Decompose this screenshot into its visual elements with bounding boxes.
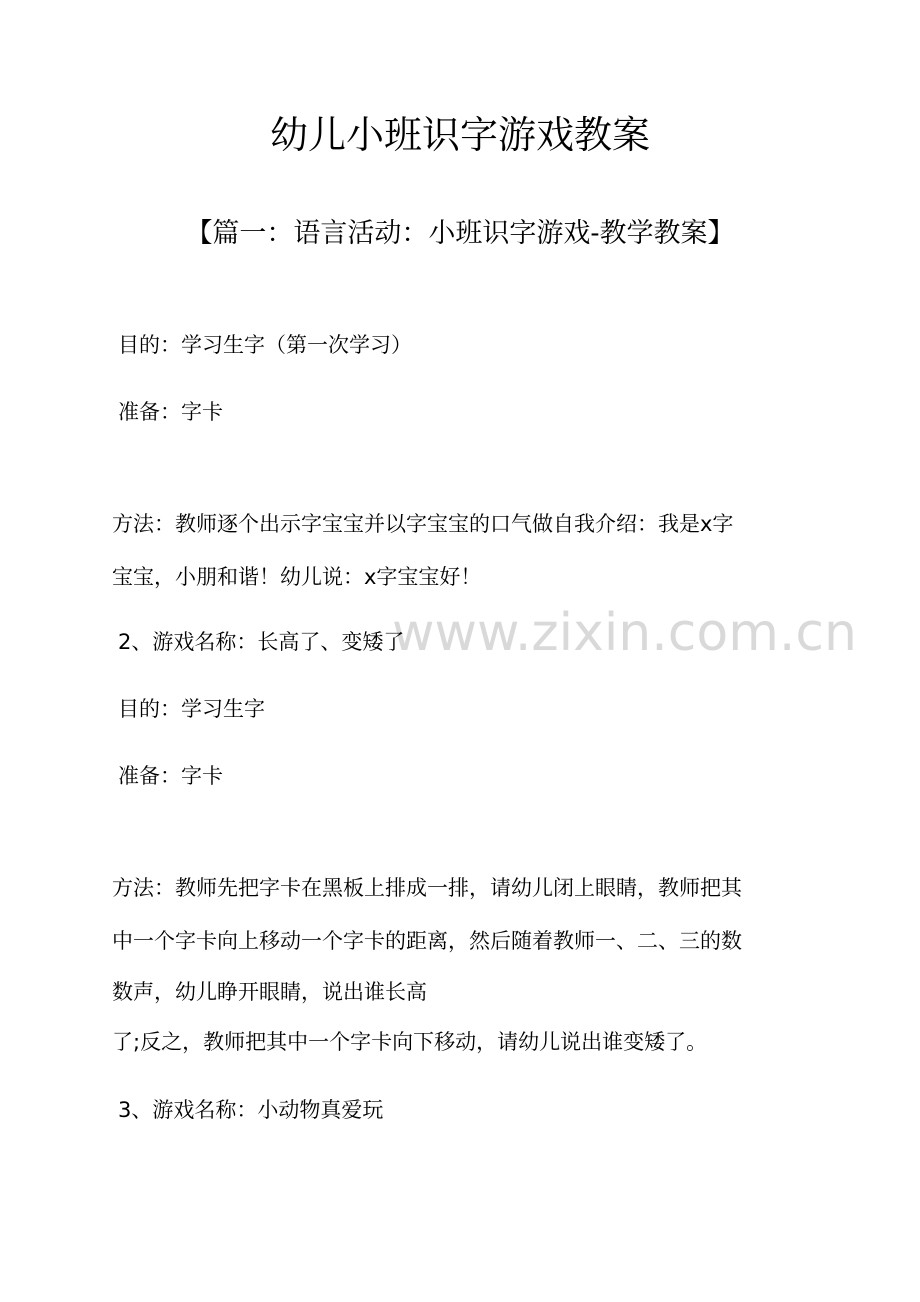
- watermark: www.zixin.com.cn: [392, 603, 857, 663]
- paragraph-line: 中一个字卡向上移动一个字卡的距离，然后随着教师一、二、三的数: [112, 929, 742, 953]
- paragraph-line: 数声，幼儿睁开眼睛，说出谁长高: [112, 980, 427, 1004]
- paragraph-line: 宝宝，小朋和谐！幼儿说：x字宝宝好！: [112, 565, 482, 589]
- paragraph-line: 了;反之，教师把其中一个字卡向下移动，请幼儿说出谁变矮了。: [112, 1030, 708, 1054]
- page-title: 幼儿小班识字游戏教案: [269, 113, 650, 157]
- paragraph-line: 方法：教师逐个出示字宝宝并以字宝宝的口气做自我介绍：我是x字: [112, 512, 734, 536]
- paragraph-line: 2、游戏名称：长高了、变矮了: [118, 630, 405, 654]
- paragraph-line: 目的：学习生字: [118, 697, 265, 721]
- paragraph-line: 准备：字卡: [118, 764, 223, 788]
- paragraph-line: 3、游戏名称：小动物真爱玩: [118, 1098, 384, 1122]
- paragraph-line: 准备：字卡: [118, 400, 223, 424]
- paragraph-line: 方法：教师先把字卡在黑板上排成一排，请幼儿闭上眼睛，教师把其: [112, 876, 742, 900]
- paragraph-line: 目的：学习生字（第一次学习）: [118, 333, 412, 357]
- section-heading: 【篇一：语言活动：小班识字游戏-教学教案】: [185, 218, 735, 249]
